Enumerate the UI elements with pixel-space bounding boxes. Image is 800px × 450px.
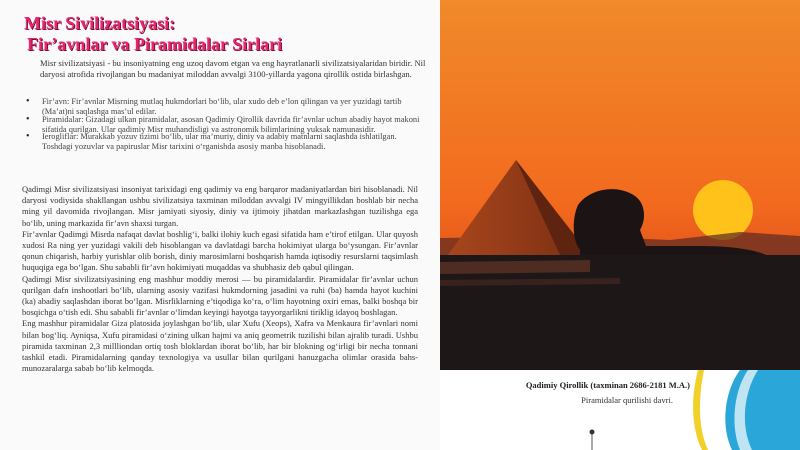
- body-paragraph: Qadimgi Misr sivilizatsiyasining eng mashhur moddiy merosi — bu piramidalardir. Piramidalar fir’avnlar uchun qurilgan dafn inshootlari bo‘lib, ularning asosiy vazifasi hukmdorning jasadini va ruhi (ba) hamda hayot kuchini (ka) abadiy saqlashdan iborat bo‘lgan. Misrliklarning e’tiqodiga ko‘ra, o‘lim hayotning oxiri emas, balki boshqa bir bosqichga o‘tish edi. Shu sababli fir’avnlar o‘limdan keyingi hayotga tayyorgarlikni tiriklig idayoq boshlagan.: [22, 273, 418, 318]
- bullet-list: [26, 97, 426, 153]
- body-text: [22, 184, 418, 374]
- sun: [693, 180, 753, 240]
- yellow-arc-decoration: [693, 370, 708, 450]
- title-line-2: Fir’avnlar va Piramidalar Sirlari: [27, 34, 283, 54]
- body-paragraph: Fir’avnlar Qadimgi Misrda nafaqat davlat boshlig‘i, balki ilohiy kuch egasi sifatida ham e’tirof etilgan. Ular quyosh xudosi Ra ning yer yuzidagi vakili deb hisoblangan va davlatdagi barcha hokimiyat ularga bo‘ysungan. Fir’avnlar qonun chiqarish, harbiy yurishlar olib borish, diniy marosimlarni boshqarish hamda iqtisodiy resurslarni taqsimlash huquqiga ega bo‘lgan. Shu sababli fir’avn hokimiyati muqaddas va shubhasiz deb qabul qilingan.: [22, 228, 418, 273]
- pointer-dot-icon: [590, 430, 595, 435]
- title-line-1: Misr Sivilizatsiyasi:: [24, 13, 176, 33]
- pyramid-sunset-image: [440, 0, 800, 370]
- intro-paragraph: Misr sivilizatsiyasi - bu insoniyatning eng uzoq davom etgan va eng hayratlanarli sivilizatsiyalaridan biridir. Nil daryosi atrofida rivojlangan bu madaniyat miloddan avvalgi 3100-yillarda yagona qirollik ostida birlashgan.: [40, 58, 426, 79]
- bullet-text: Ierogliflar: Murakkab yozuv tizimi bo‘lib, ular ma’muriy, diniy va adabiy matnlarni saqlashda ishlatilgan. Toshdagi yozuvlar va papiruslar Misr tarixini o‘rganishda asosiy manba hisoblanadi.: [42, 132, 397, 151]
- pyramid-sunset-illustration: [440, 0, 800, 370]
- body-paragraph: Eng mashhur piramidalar Giza platosida joylashgan bo‘lib, ular Xufu (Xeops), Xafra va Menkaura fir’avnlari nomi bilan bog‘liq. Ayniqsa, Xufu piramidasi o‘zining ulkan hajmi va aniq geometrik tuzilishi bilan ajralib turadi. Ushbu piramida taxminan 2,3 millliondan ortiq tosh bloklardan iborat bo‘lib, har bir blokning og‘irligi bir necha tonnani tashkil etadi. Piramidalarning qanday texnologiya va usullar bilan qurilgani hanuzgacha olimlar orasida bahs-munozaralarga sabab bo‘lib kelmoqda.: [22, 318, 418, 374]
- bullet-text: Piramidalar: Gizadagi ulkan piramidalar, asosan Qadimiy Qirollik davrida fir’avnlar uchun abadiy hayot makoni sifatida qurilgan. Ular qadimiy Misr muhandisligi va astronomik bilimlarining yuksak namunasidir.: [42, 115, 420, 134]
- ruins-band: [440, 260, 590, 274]
- bullet-dot-icon: •: [26, 131, 30, 142]
- body-paragraph: Qadimgi Misr sivilizatsiyasi insoniyat tarixidagi eng qadimiy va eng barqaror madaniyatlardan biri hisoblanadi. Nil daryosi vodiysida shakllangan ushbu sivilizatsiya taxminan miloddan avvalgi IV mingyillikdan boshlab bir necha ming yil davomida rivojlangan. Misr jamiyati siyosiy, diniy va ijtimoiy jihatdan markazlashgan tuzilishga ega bo‘lib, uning markazida fir’avn shaxsi turgan.: [22, 184, 418, 228]
- bullet-dot-icon: •: [26, 96, 30, 107]
- bullet-item: [26, 132, 426, 151]
- bullet-item: [26, 97, 426, 116]
- caption-title: Qadimiy Qirollik (taxminan 2686-2181 M.A.): [525, 380, 690, 390]
- caption-subtitle: Piramidalar qurilishi davri.: [581, 395, 673, 405]
- caption-area: [440, 370, 800, 450]
- bullet-dot-icon: •: [26, 114, 30, 125]
- slide-title: [24, 13, 282, 55]
- bullet-text: Fir’avn: Fir’avnlar Misrning mutlaq hukmdorlari bo‘lib, ular xudo deb e’lon qilingan va yer yuzidagi tartib (Ma’at)ni saqlashga mas’ul edilar.: [42, 97, 402, 116]
